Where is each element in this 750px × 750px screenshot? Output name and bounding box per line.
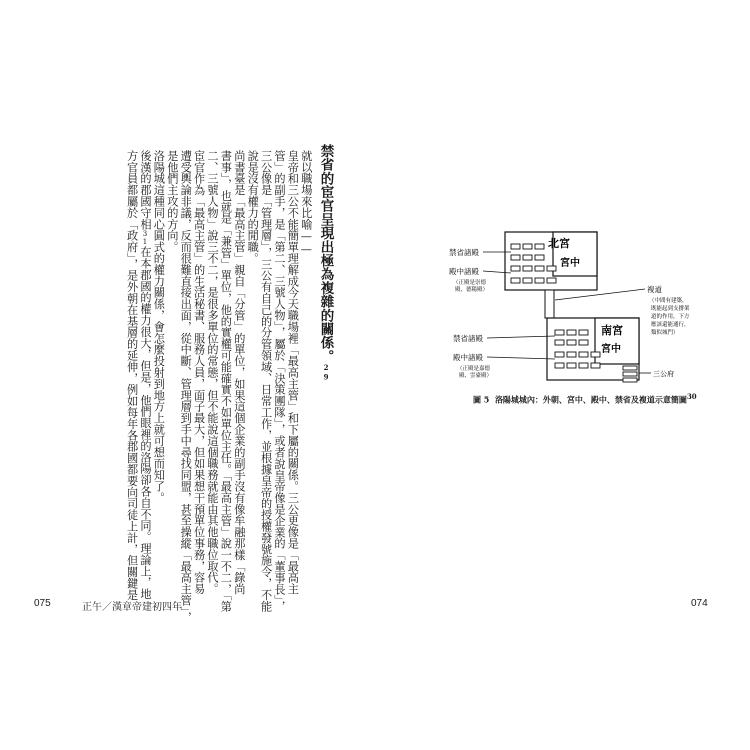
text-column: 方官員都屬於「政府」，是外朝在基層的延伸，例如每年各郡國都要向司徒上計，但關鍵是 bbox=[125, 150, 139, 601]
dianzhong-note-south-b: 殿、雲臺殿） bbox=[459, 373, 493, 379]
fudao-way bbox=[545, 290, 554, 318]
fudao-note-line: 道的作用，下方 bbox=[651, 314, 690, 320]
dianzhong-note-north-b: 殿、德陽殿） bbox=[455, 287, 489, 293]
dianzhong-note-north-a: （正殿是崇德 bbox=[453, 280, 487, 286]
text-column: 書事」，也就是「兼管」單位，他的實權可能確實不如單位主任。「最高主管」說一不二，「第 bbox=[219, 150, 233, 612]
fudao-note-line: 應該還能通行， bbox=[651, 322, 690, 328]
figure-number: 圖 5 bbox=[473, 394, 490, 405]
figure-caption-text: 洛陽城城內：外朝、宮中、殿中、禁省及複道示意簡圖 bbox=[494, 394, 687, 405]
fudao-label: 複道 bbox=[647, 285, 662, 294]
page-number-left: 075 bbox=[34, 598, 51, 609]
fudao-note-line: 類似城門） bbox=[651, 330, 679, 336]
text-column: 尚書臺是「最高主管」親自「分管」的單位，如果這個企業的副手沒有像牟融那樣「錄尚 bbox=[232, 150, 246, 595]
fudao-note-line: （中間有建築， bbox=[649, 298, 688, 304]
sangongfu-label: 三公府 bbox=[653, 370, 674, 378]
dianzhong-note-south-a: （正殿是嘉德 bbox=[457, 366, 491, 372]
jinsheng-label-north: 禁省諸殿 bbox=[449, 248, 479, 257]
north-gongzhong-label: 宮中 bbox=[560, 258, 580, 269]
text-column: 三公像是「管理層」，三公有自己的分管領域、日常工作，並根據皇帝的授權發號施令，不能 bbox=[259, 150, 273, 612]
figure-caption bbox=[473, 392, 697, 406]
right-page bbox=[375, 0, 750, 750]
page-number-right: 074 bbox=[691, 598, 708, 609]
text-column: 皇帝和三公不能簡單理解成今天職場裡「最高主管」和下屬的關係。三公更像是「最高主 bbox=[286, 150, 300, 595]
section-heading: 禁省的宦官呈現出極為複雜的關係。29 bbox=[317, 144, 334, 382]
text-column: 說是沒有權力的閒職。 bbox=[246, 150, 260, 264]
fudao-note bbox=[649, 296, 690, 336]
text-column: 後漢的郡國守相31在本郡國的權力很大，但是，他們眼裡的洛陽卻各自不同。理論上，地 bbox=[139, 150, 152, 600]
south-gongzhong-label: 宮中 bbox=[601, 344, 621, 355]
text-column: 就以職場來比喻—— bbox=[299, 150, 313, 257]
dianzhong-label-north: 殿中諸殿 bbox=[449, 267, 479, 276]
text-column: 洛陽城這種同心圓式的權力關係，會怎麼投射到地方上就可想而知了。 bbox=[152, 150, 166, 504]
footnote-marker: 31 bbox=[141, 229, 149, 247]
south-palace-label: 南宮 bbox=[601, 324, 623, 337]
figure-caption-footnote: 30 bbox=[686, 392, 697, 401]
jinsheng-label-south: 禁省諸殿 bbox=[453, 334, 483, 343]
text-column: 宦官作為「最高主管」的生活秘書、服務人員，面子最大，但如果想干預單位事務，容易 bbox=[192, 150, 206, 595]
text-column: 二、三號人物」說三不二，是很多單位的常態，但不能說這個職務就能由其他職位取代。 bbox=[206, 150, 219, 595]
text-column: 是他們主攻的方向。 bbox=[165, 150, 179, 253]
fudao-note-line: 既能起到支撐架 bbox=[651, 306, 690, 312]
palace-diagram bbox=[375, 0, 750, 420]
north-palace-label: 北宮 bbox=[548, 237, 570, 250]
text-column: 遭受輿論非議，反而很難直接出面，從中斷、管理層到手中尋找同盟，甚至操縱「最高主管」， bbox=[179, 150, 193, 624]
text-column: 管」的副手，是「第二、三號人物」，屬於「決策團隊」，或者說皇帝像是企業的「董事長」， bbox=[273, 150, 286, 612]
dianzhong-label-south: 殿中諸殿 bbox=[453, 353, 483, 362]
footnote-marker: 29 bbox=[321, 363, 331, 382]
running-head: 正午／漢章帝建初四年 bbox=[82, 602, 182, 613]
sangongfu-buildings bbox=[623, 366, 637, 382]
